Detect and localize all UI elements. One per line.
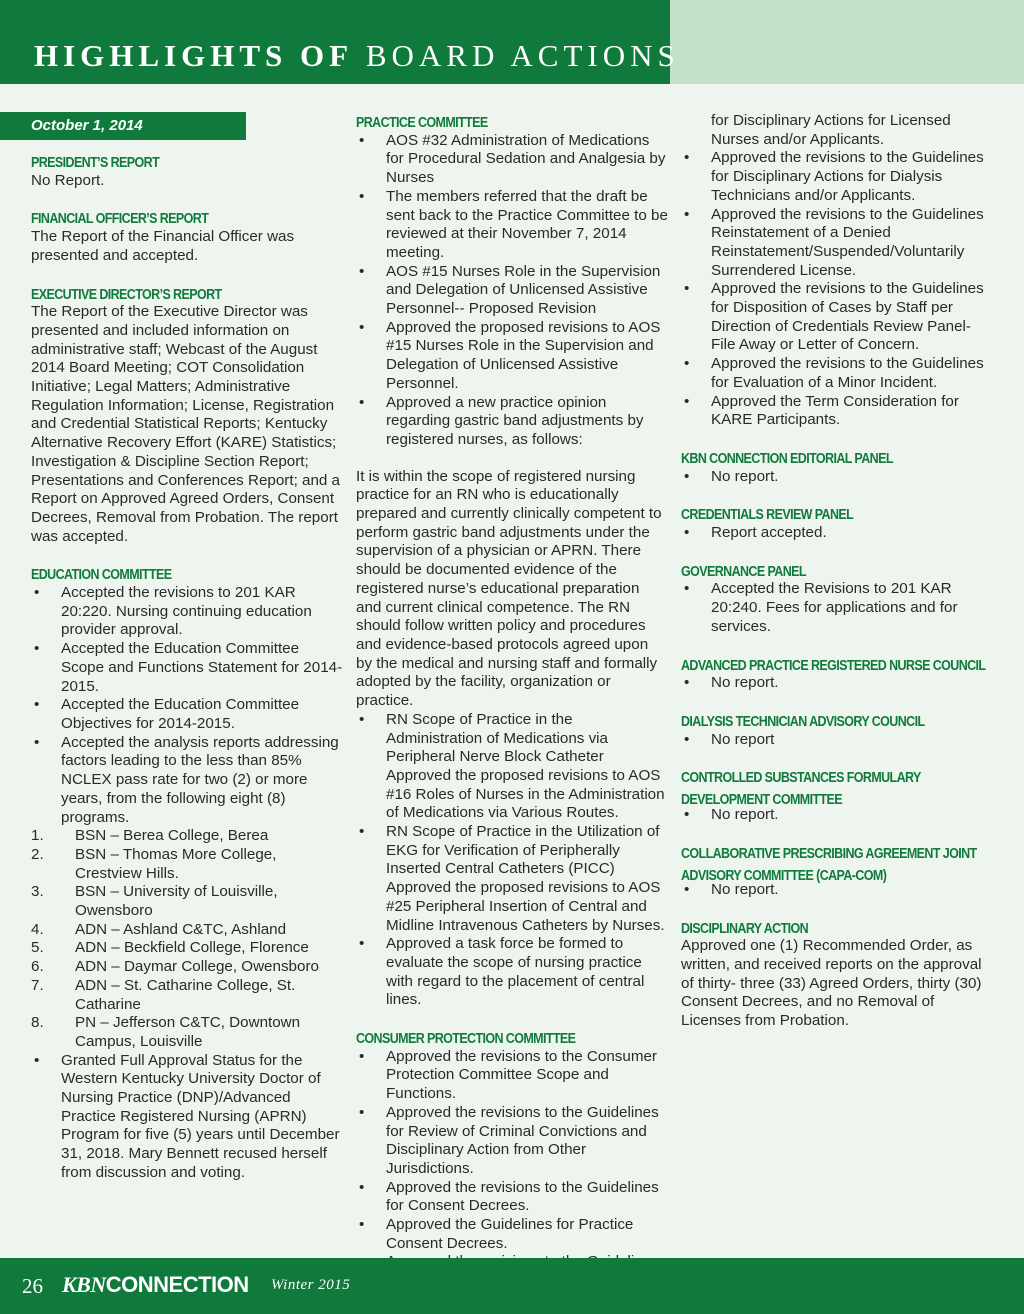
executive-report-section xyxy=(31,284,343,547)
list-item: • AOS #15 Nurses Role in the Supervision and Delegation of Unlicensed Assistive Personnel-- Proposed Revision xyxy=(356,263,668,319)
list-text: BSN – Thomas More College, Crestview Hills. xyxy=(75,845,277,882)
list-item: • Approved a task force be formed to evaluate the scope of nursing practice with regard to the placement of central lines. xyxy=(356,935,668,1010)
program-list xyxy=(31,827,343,1051)
list-item xyxy=(31,846,343,883)
controlled-substances-section xyxy=(681,767,993,824)
list-item: • Approved the revisions to the Guidelines for Disciplinary Actions for Dialysis Technicians and/or Applicants. xyxy=(681,149,993,205)
section-text: Approved one (1) Recommended Order, as written, and received reports on the approval of thirty- three (33) Agreed Orders, thirty (30) Consent Decrees, and no Removal of Licenses from Probation. xyxy=(681,937,982,1030)
list-item: • The members referred that the draft be sent back to the Practice Committee to be reviewed at their November 7, 2014 meeting. xyxy=(356,188,668,263)
bullet-list xyxy=(681,674,993,693)
consumer-continued xyxy=(681,112,993,430)
list-text: BSN – University of Louisville, Owensboro xyxy=(75,883,278,920)
bullet-list xyxy=(681,580,993,636)
page-title xyxy=(34,36,680,76)
list-continuation: Approved the proposed revisions to AOS #16 Roles of Nurses in the Administration of Medications via Various Routes. xyxy=(386,766,665,822)
list-text: ADN – St. Catharine College, St. Catharine xyxy=(75,976,296,1013)
list-continuation: Approved the proposed revisions to AOS #25 Peripheral Insertion of Central and Midline Intravenous Catheters by Nurses. xyxy=(386,879,665,934)
list-number: 4. xyxy=(31,920,44,938)
bullet-list xyxy=(356,823,668,879)
list-item: • Approved the Guidelines for Practice Consent Decrees. xyxy=(356,1216,668,1253)
column-2 xyxy=(356,112,668,1290)
bullet-list xyxy=(356,711,668,767)
section-title: ADVANCED PRACTICE REGISTERED NURSE COUNCIL xyxy=(681,656,986,673)
list-item xyxy=(31,883,343,920)
list-item: • AOS #32 Administration of Medications for Procedural Sedation and Analgesia by Nurses xyxy=(356,132,668,188)
list-item xyxy=(31,977,343,1014)
date-badge: October 1, 2014 xyxy=(0,112,246,140)
section-title: FINANCIAL OFFICER’S REPORT xyxy=(31,210,209,227)
section-text: The Report of the Executive Director was presented and included information on administrative staff; Webcast of the August 2014 Board Meeting; COT Consolidation Initiative; Legal Matters; Administrative Regulation Information; License, Registration and Credential Statistical Reports; Kentucky Alternative Recovery Effort (KARE) Statistics; Investigation & Discipline Section Report; Presentations and Conferences Report; and a Report on Approved Agreed Orders, Consent Decrees, Removal from Probation. The report was accepted. xyxy=(31,303,341,545)
bullet-list xyxy=(681,524,993,543)
presidents-report-section xyxy=(31,152,343,190)
dialysis-council-section xyxy=(681,711,993,749)
list-number: 8. xyxy=(31,1014,44,1032)
column-3 xyxy=(681,112,993,1049)
list-number: 5. xyxy=(31,939,44,957)
list-item xyxy=(31,1014,343,1051)
section-title: GOVERNANCE PANEL xyxy=(681,563,806,580)
bullet-list xyxy=(356,132,668,450)
education-section xyxy=(31,564,343,1182)
list-text: ADN – Daymar College, Owensboro xyxy=(75,958,319,976)
list-number: 3. xyxy=(31,883,44,901)
logo-connection: CONNECTION xyxy=(105,1272,249,1297)
list-item: • Granted Full Approval Status for the Western Kentucky University Doctor of Nursing Practice (DNP)/Advanced Practice Registered Nursing (APRN) Program for five (5) years until December 31, 2018. Mary Bennett recused herself from discussion and voting. xyxy=(31,1052,343,1183)
list-item: • Approved a new practice opinion regarding gastric band adjustments by registered nurses, as follows: xyxy=(356,394,668,450)
page-title-light: BOARD ACTIONS xyxy=(365,38,680,73)
list-number: 6. xyxy=(31,958,44,976)
column-1 xyxy=(31,112,343,1201)
bullet-list xyxy=(681,881,993,900)
bullet-list xyxy=(681,468,993,487)
list-item: • Approved the revisions to the Guidelines for Consent Decrees. xyxy=(356,1179,668,1216)
list-item xyxy=(31,827,343,846)
list-item xyxy=(31,921,343,940)
list-item: • RN Scope of Practice in the Utilization of EKG for Verification of Peripherally Inserted Central Catheters (PICC) xyxy=(356,823,668,879)
list-item: • No report. xyxy=(681,674,993,693)
list-item: • RN Scope of Practice in the Administration of Medications via Peripheral Nerve Block Catheter xyxy=(356,711,668,767)
list-item: • No report. xyxy=(681,468,993,487)
section-title: EDUCATION COMMITTEE xyxy=(31,566,172,583)
list-item: • Approved the Term Consideration for KARE Participants. xyxy=(681,393,993,430)
list-number: 2. xyxy=(31,845,44,863)
editorial-panel-section xyxy=(681,448,993,486)
list-item: • Accepted the Revisions to 201 KAR 20:240. Fees for applications and for services. xyxy=(681,580,993,636)
consumer-section xyxy=(356,1028,668,1272)
list-item: • Approved the revisions to the Guidelines for Evaluation of a Minor Incident. xyxy=(681,355,993,392)
practice-section xyxy=(356,112,668,1010)
list-text: ADN – Beckfield College, Florence xyxy=(75,939,309,957)
bullet-list xyxy=(356,935,668,1010)
section-text: No Report. xyxy=(31,171,105,189)
bullet-list xyxy=(681,149,993,430)
section-title: EXECUTIVE DIRECTOR’S REPORT xyxy=(31,285,222,302)
kbn-connection-logo xyxy=(62,1272,249,1298)
list-text: BSN – Berea College, Berea xyxy=(75,827,269,845)
header-accent xyxy=(670,0,1024,84)
list-item: • Accepted the analysis reports addressing factors leading to the less than 85% NCLEX pass rate for two (2) or more years, from the following eight (8) programs. xyxy=(31,734,343,828)
issue-label: Winter 2015 xyxy=(271,1277,351,1293)
list-text: PN – Jefferson C&TC, Downtown Campus, Louisville xyxy=(75,1014,301,1050)
section-title: CONSUMER PROTECTION COMMITTEE xyxy=(356,1030,576,1047)
list-continuation: for Disciplinary Actions for Licensed Nurses and/or Applicants. xyxy=(711,112,951,148)
disciplinary-action-section xyxy=(681,918,993,1031)
list-item: • No report xyxy=(681,731,993,750)
list-item: • Accepted the revisions to 201 KAR 20:220. Nursing continuing education provider approval. xyxy=(31,584,343,640)
list-item: • Approved the revisions to the Guidelines for Disposition of Cases by Staff per Direction of Credentials Review Panel-File Away or Letter of Concern. xyxy=(681,280,993,355)
section-title: PRACTICE COMMITTEE xyxy=(356,114,488,131)
list-item: • Report accepted. xyxy=(681,524,993,543)
list-number: 7. xyxy=(31,976,44,994)
page-number: 26 xyxy=(22,1274,43,1298)
aprn-council-section xyxy=(681,655,993,693)
governance-panel-section xyxy=(681,561,993,637)
bullet-list xyxy=(681,731,993,750)
bullet-list xyxy=(356,1048,668,1272)
list-item: • Approved the revisions to the Consumer Protection Committee Scope and Functions. xyxy=(356,1048,668,1104)
section-title: PRESIDENT’S REPORT xyxy=(31,154,160,171)
list-item: • Accepted the Education Committee Scope and Functions Statement for 2014-2015. xyxy=(31,640,343,696)
logo-kbn: KBN xyxy=(62,1272,106,1297)
bullet-list xyxy=(681,806,993,825)
list-item: • Approved the proposed revisions to AOS #15 Nurses Role in the Supervision and Delegation of Unlicensed Assistive Personnel. xyxy=(356,319,668,394)
list-item: • Accepted the Education Committee Objectives for 2014-2015. xyxy=(31,696,343,733)
section-title: CONTROLLED SUBSTANCES FORMULARY DEVELOPMENT COMMITTEE xyxy=(681,769,921,808)
capa-com-section xyxy=(681,843,993,900)
section-title: COLLABORATIVE PRESCRIBING AGREEMENT JOINT ADVISORY COMMITTEE (CAPA-COM) xyxy=(681,844,977,883)
section-text: The Report of the Financial Officer was presented and accepted. xyxy=(31,228,295,264)
section-title: CREDENTIALS REVIEW PANEL xyxy=(681,506,854,523)
list-item: • No report. xyxy=(681,881,993,900)
credentials-panel-section xyxy=(681,504,993,542)
page-title-bold: HIGHLIGHTS OF xyxy=(34,38,354,73)
list-number: 1. xyxy=(31,827,44,845)
footer-bar xyxy=(0,1258,1024,1314)
bullet-list xyxy=(31,584,343,827)
list-item: • Approved the revisions to the Guidelines Reinstatement of a Denied Reinstatement/Suspended/Voluntarily Surrendered License. xyxy=(681,206,993,281)
list-item: • Approved the revisions to the Guidelines for Review of Criminal Convictions and Disciplinary Action from Other Jurisdictions. xyxy=(356,1104,668,1179)
section-title: DISCIPLINARY ACTION xyxy=(681,919,809,937)
section-title: KBN CONNECTION EDITORIAL PANEL xyxy=(681,450,893,467)
list-item xyxy=(31,958,343,977)
list-item: • No report. xyxy=(681,806,993,825)
practice-opinion: It is within the scope of registered nursing practice for an RN who is educationally prepared and currently clinically competent to perform gastric band adjustments under the supervision of a physician or APRN. There should be documented evidence of the registered nurse’s educational preparation and current clinical competence. The RN should follow written policy and procedures and evidence-based protocols agreed upon by the medical and nursing staff and formally adopted by the facility, organization or practice. xyxy=(356,467,662,710)
list-text: ADN – Ashland C&TC, Ashland xyxy=(75,920,287,938)
financial-report-section xyxy=(31,208,343,265)
list-item xyxy=(31,939,343,958)
bullet-list xyxy=(31,1052,343,1183)
section-title: DIALYSIS TECHNICIAN ADVISORY COUNCIL xyxy=(681,713,925,730)
